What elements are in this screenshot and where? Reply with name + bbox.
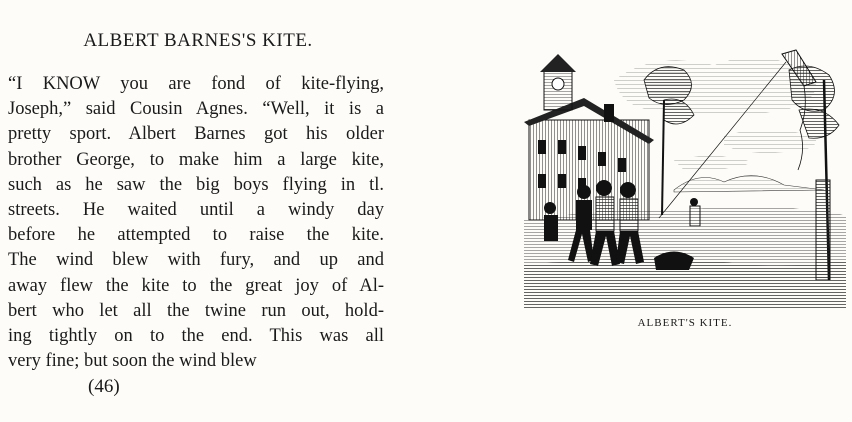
page-number: (46) (88, 376, 120, 398)
text-line: before he attempted to raise the kite. (8, 225, 384, 246)
text-line: streets. He waited until a windy day (8, 200, 384, 221)
text-line: bert who let all the twine run out, hold- (8, 300, 384, 321)
text-line: Joseph,” said Cousin Agnes. “Well, it is a (8, 99, 384, 120)
text-line: very fine; but soon the wind blew (8, 351, 257, 372)
illustration-caption: ALBERT'S KITE. (637, 317, 733, 329)
text-column (8, 30, 388, 398)
text-line: ing tightly on to the end. This was all (8, 326, 384, 347)
text-line: away flew the kite to the great joy of Al- (8, 275, 384, 296)
text-line: brother George, to make him a large kite, (8, 149, 384, 170)
story-paragraph (8, 72, 388, 374)
illustration-block (524, 40, 846, 329)
text-line: such as he saw the big boys flying in tl. (8, 174, 384, 195)
text-line: The wind blew with fury, and up and (8, 250, 384, 271)
page-title: ALBERT BARNES'S KITE. (83, 30, 313, 51)
kite-engraving-illustration (524, 40, 846, 308)
text-line: pretty sport. Albert Barnes got his older (8, 124, 384, 145)
text-line: “I KNOW you are fond of kite-flying, (8, 74, 384, 94)
